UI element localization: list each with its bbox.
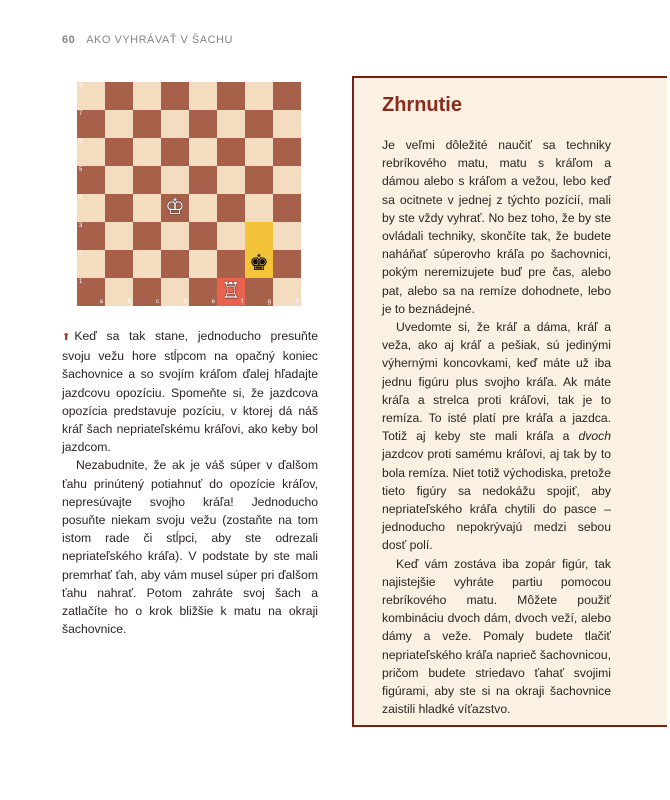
square-a2 — [77, 250, 105, 278]
square-e7 — [189, 110, 217, 138]
square-b7 — [105, 110, 133, 138]
summary-paragraph-2 — [382, 318, 611, 555]
square-b5 — [105, 166, 133, 194]
square-e8 — [189, 82, 217, 110]
square-g1 — [245, 278, 273, 306]
square-g6 — [245, 138, 273, 166]
square-a8 — [77, 82, 105, 110]
square-g8 — [245, 82, 273, 110]
summary-body — [382, 136, 611, 719]
file-label-h: h — [295, 299, 299, 305]
rank-label-5: 5 — [79, 167, 83, 173]
page-number: 60 — [62, 34, 76, 46]
square-a4 — [77, 194, 105, 222]
square-a1 — [77, 278, 105, 306]
left-paragraph-2: Nezabudnite, že ak je váš súper v ďalšom ťahu prinútený potiahnuť do opozície kráľov, nepresúvajte svojho kráľa! Jednoducho posuňte niekam svoju vežu (zostaňte na tom istom rade či stĺpci, aby ste odrezali nepriateľského kráľa). V podstate by ste mali premrhať ťah, aby vám musel súper pri ďalšom ťahu nahrať. Potom zahráte svoj šach a zatlačíte ho o krok bližšie k matu na okraji šachovnice. — [62, 458, 318, 637]
white-rook-icon: ♖ — [221, 279, 241, 304]
square-c8 — [133, 82, 161, 110]
summary-box — [352, 76, 667, 727]
square-g5 — [245, 166, 273, 194]
square-d4 — [161, 194, 189, 222]
square-b3 — [105, 222, 133, 250]
rank-label-4: 4 — [79, 195, 83, 201]
square-e5 — [189, 166, 217, 194]
square-e4 — [189, 194, 217, 222]
left-paragraph-1 — [62, 327, 318, 456]
square-c2 — [133, 250, 161, 278]
summary-emphasis: dvoch — [578, 429, 611, 444]
square-e6 — [189, 138, 217, 166]
chess-board — [77, 82, 301, 306]
square-h8 — [273, 82, 301, 110]
file-label-g: g — [267, 299, 271, 305]
square-c6 — [133, 138, 161, 166]
square-f2 — [217, 250, 245, 278]
square-c7 — [133, 110, 161, 138]
square-d8 — [161, 82, 189, 110]
square-h5 — [273, 166, 301, 194]
square-c1 — [133, 278, 161, 306]
square-e2 — [189, 250, 217, 278]
rank-label-8: 8 — [79, 83, 83, 89]
rank-label-3: 3 — [79, 223, 83, 229]
summary-paragraph-3: Keď vám zostáva iba zopár figúr, tak najistejšie vyhráte partiu pomocou rebríkového matu. Môžete použiť kombináciu dvoch dám, dvoch veží, alebo dámy a veže. Pomaly budete tlačiť nepriateľského kráľa naprieč šachovnicou, pričom budete striedavo ťahať svojimi figúrami, aby ste si na okraji šachovnice zaistili hladké víťazstvo. — [382, 556, 611, 717]
square-d6 — [161, 138, 189, 166]
file-label-f: f — [241, 299, 243, 305]
file-label-e: e — [211, 299, 215, 305]
square-b6 — [105, 138, 133, 166]
square-g2 — [245, 250, 273, 278]
square-e1 — [189, 278, 217, 306]
square-a6 — [77, 138, 105, 166]
summary-paragraph-2-end: jazdcov proti samému kráľovi, aj tak by to bola remíza. Niet totiž východiska, pretože tieto figúry sa nedokážu spojiť, aby nepriateľského kráľa chytili do pasce – jednoducho nepokrývajú medzi sebou dosť polí. — [382, 447, 611, 553]
square-h4 — [273, 194, 301, 222]
square-a5 — [77, 166, 105, 194]
running-header — [62, 34, 233, 46]
file-label-a: a — [99, 299, 103, 305]
square-c3 — [133, 222, 161, 250]
running-title: AKO VYHRÁVAŤ V ŠACHU — [86, 34, 233, 46]
rank-label-6: 6 — [79, 139, 83, 145]
square-h2 — [273, 250, 301, 278]
square-a7 — [77, 110, 105, 138]
square-f1 — [217, 278, 245, 306]
square-g7 — [245, 110, 273, 138]
rank-label-7: 7 — [79, 111, 83, 117]
square-b2 — [105, 250, 133, 278]
square-d5 — [161, 166, 189, 194]
square-d2 — [161, 250, 189, 278]
square-h6 — [273, 138, 301, 166]
file-label-b: b — [127, 299, 131, 305]
square-h1 — [273, 278, 301, 306]
rank-label-2: 2 — [79, 251, 83, 257]
square-c4 — [133, 194, 161, 222]
square-d7 — [161, 110, 189, 138]
summary-title: Zhrnutie — [382, 94, 462, 116]
square-f3 — [217, 222, 245, 250]
square-b8 — [105, 82, 133, 110]
square-f7 — [217, 110, 245, 138]
arrow-up-icon: ⬆ — [62, 332, 71, 343]
square-d3 — [161, 222, 189, 250]
black-king-icon: ♚ — [249, 251, 269, 276]
square-h7 — [273, 110, 301, 138]
summary-paragraph-1: Je veľmi dôležité naučiť sa techniky rebríkového matu, matu s kráľom a dámou alebo s kráľom a vežou, lebo keď sa ocitnete v jednej z týchto pozícií, mali by ste vždy vyhrať. No bez toho, že by ste ovládali techniky, skončíte tak, že budete naháňať súperovho kráľa po šachovnici, pokým neremizujete buď pre čas, alebo pat, alebo sa na remíze dohodnete, lebo je to beznádejné. — [382, 138, 611, 316]
white-king-icon: ♔ — [165, 195, 185, 220]
square-b1 — [105, 278, 133, 306]
square-e3 — [189, 222, 217, 250]
square-h3 — [273, 222, 301, 250]
file-label-c: c — [156, 299, 159, 305]
square-c5 — [133, 166, 161, 194]
rank-label-1: 1 — [79, 279, 83, 285]
square-f4 — [217, 194, 245, 222]
summary-paragraph-2-start: Uvedomte si, že kráľ a dáma, kráľ a veža, ako aj kráľ a pešiak, sú jedinými výhernými koncovkami, keď máte už iba jednu figúru plus svojho kráľa. Ak máte kráľa a strelca proti kráľovi, tak je to remíza. To isté platí pre kráľa a jazdca. Totiž aj keby ste mali kráľa a — [382, 320, 611, 444]
square-f6 — [217, 138, 245, 166]
square-a3 — [77, 222, 105, 250]
square-f5 — [217, 166, 245, 194]
square-g4 — [245, 194, 273, 222]
left-paragraph-1-text: Keď sa tak stane, jednoducho presuňte svoju vežu hore stĺpcom na opačný koniec šachovnice a so svojím kráľom ďalej hľadajte jazdcovu opozíciu. Spomeňte si, že jazdcova opozícia predstavuje pozíciu, v ktorej dá náš kráľ šach nepriateľskému kráľovi, ako keby bol jazdcom. — [62, 329, 318, 455]
square-b4 — [105, 194, 133, 222]
left-column-text — [62, 327, 318, 638]
square-d1 — [161, 278, 189, 306]
file-label-d: d — [183, 299, 187, 305]
square-g3 — [245, 222, 273, 250]
square-f8 — [217, 82, 245, 110]
